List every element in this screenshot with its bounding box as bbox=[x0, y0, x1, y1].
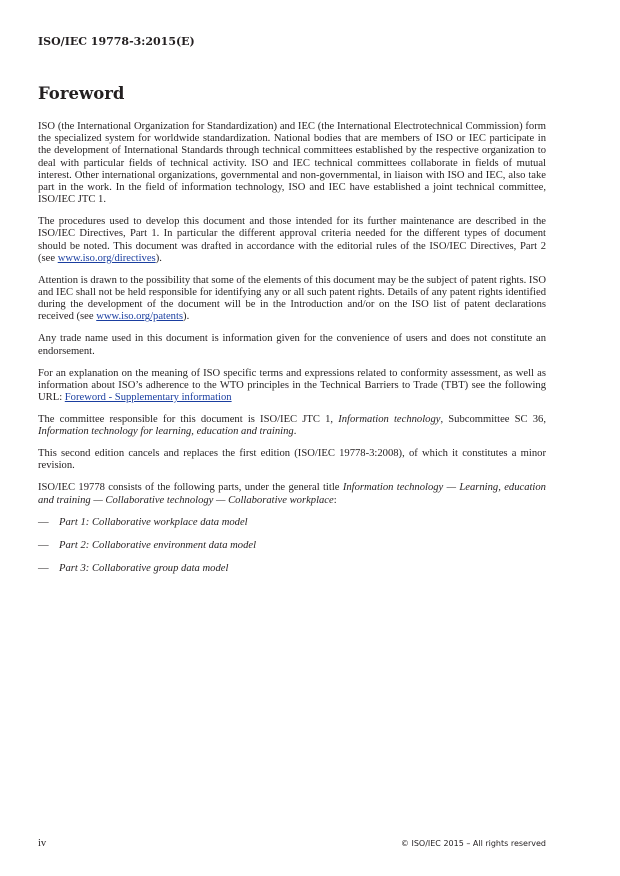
supplementary-info-link[interactable]: Foreword - Supplementary information bbox=[64, 392, 232, 404]
paragraph-text: : bbox=[333, 494, 337, 506]
paragraph-italic: Information technology for learning, education and training bbox=[38, 426, 294, 438]
patents-link[interactable]: www.iso.org/patents bbox=[96, 311, 184, 323]
paragraph-text: . bbox=[293, 426, 297, 438]
paragraph-committee bbox=[38, 414, 546, 438]
list-item-text: Part 1: Collaborative workplace data model bbox=[59, 516, 248, 528]
list-item bbox=[38, 563, 546, 575]
foreword-body bbox=[38, 121, 546, 586]
list-item bbox=[38, 517, 546, 529]
directives-link[interactable]: www.iso.org/directives bbox=[57, 252, 156, 264]
paragraph-italic: Information technology — Learning, education and training — Collaborative technology — Collaborative workplace bbox=[38, 482, 546, 506]
copyright-notice: © ISO/IEC 2015 – All rights reserved bbox=[400, 839, 546, 848]
list-dash: — bbox=[38, 562, 49, 574]
paragraph-text: The committee responsible for this document is ISO/IEC JTC 1, bbox=[38, 414, 339, 426]
paragraph-text: The procedures used to develop this document and those intended for its further maintenance are described in the ISO/IEC Directives, Part 1. In particular the different approval criteria needed for the different types of document should be noted. This document was drafted in accordance with the editorial rules of the ISO/IEC Directives, Part 2 (see bbox=[38, 216, 546, 264]
document-id-header: ISO/IEC 19778-3:2015(E) bbox=[38, 35, 195, 48]
page-number: iv bbox=[38, 838, 47, 849]
page-title: Foreword bbox=[38, 84, 125, 103]
paragraph-italic: Information technology bbox=[338, 414, 441, 426]
paragraph-patents bbox=[38, 275, 546, 324]
paragraph-trade-name: Any trade name used in this document is information given for the convenience of users and does not constitute an endorsement. bbox=[38, 333, 546, 357]
paragraph-text: ). bbox=[183, 311, 190, 323]
paragraph-conformity bbox=[38, 368, 546, 405]
paragraph-text: ). bbox=[155, 252, 162, 264]
paragraph-organizations: ISO (the International Organization for Standardization) and IEC (the International Electrotechnical Commission) form the specialized system for worldwide standardization. National bodies that are members of ISO or IEC participate in the development of International Standards through technical committees established by the respective organization to deal with particular fields of technical activity. ISO and IEC technical committees collaborate in fields of mutual interest. Other international organizations, governmental and non-governmental, in liaison with ISO and IEC, also take part in the work. In the field of information technology, ISO and IEC have established a joint technical committee, ISO/IEC JTC 1. bbox=[38, 121, 546, 206]
paragraph-text: ISO/IEC 19778 consists of the following parts, under the general title bbox=[38, 482, 343, 494]
list-dash: — bbox=[38, 539, 49, 551]
paragraph-text: , Subcommittee SC 36, bbox=[440, 414, 546, 426]
list-item-text: Part 3: Collaborative group data model bbox=[59, 562, 229, 574]
list-item bbox=[38, 540, 546, 552]
list-dash: — bbox=[38, 516, 49, 528]
paragraph-text: For an explanation on the meaning of ISO specific terms and expressions related to conformity assessment, as well as information about ISO’s adherence to the WTO principles in the Technical Barriers to Trade (TBT) see the following URL: bbox=[38, 367, 546, 404]
parts-list bbox=[38, 517, 546, 575]
list-item-text: Part 2: Collaborative environment data model bbox=[59, 539, 257, 551]
paragraph-edition: This second edition cancels and replaces the first edition (ISO/IEC 19778-3:2008), of which it constitutes a minor revision. bbox=[38, 448, 546, 472]
paragraph-procedures bbox=[38, 216, 546, 265]
paragraph-text: Attention is drawn to the possibility that some of the elements of this document may be the subject of patent rights. ISO and IEC shall not be held responsible for identifying any or all such patent rights. Details of any patent rights identified during the development of the document will be in the Introduction and/or on the ISO list of patent declarations received (see bbox=[38, 274, 546, 323]
paragraph-parts-intro bbox=[38, 482, 546, 506]
